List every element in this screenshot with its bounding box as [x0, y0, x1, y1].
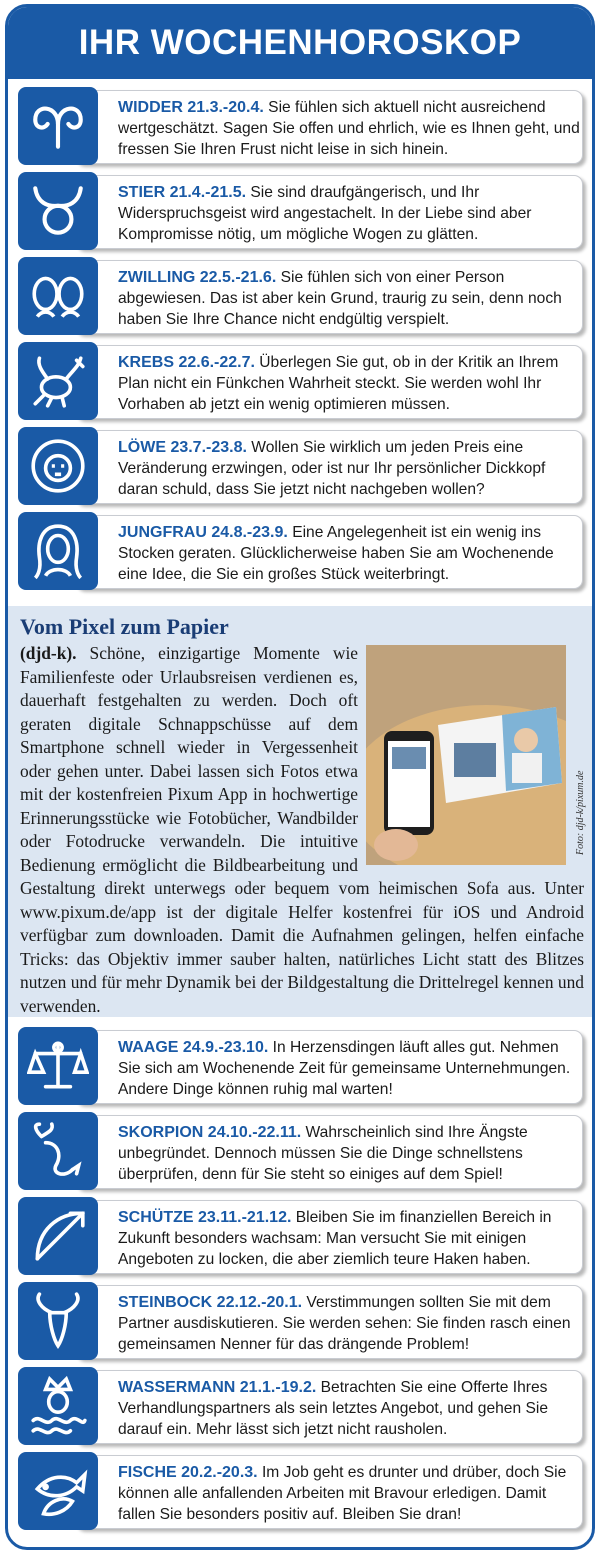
scorpio-icon [18, 1112, 98, 1190]
photobook-photo [366, 645, 566, 865]
sign-text: Im Job geht es drunter und drüber, doch Sie können alle anfallenden Arbeiten mit Bravour erledigen. Damit fallen Sie besonders positiv auf. Bleiben Sie dran! [118, 1464, 567, 1523]
sign-text: Überlegen Sie gut, ob in der Kritik an Ihrem Plan nicht ein Fünkchen Wahrheit steckt. Sie werden wohl Ihr Vorhaben ab jetzt ein wenig optimieren müssen. [118, 354, 559, 413]
sign-title: SCHÜTZE 23.11.-21.12. [118, 1209, 292, 1226]
sign-title: LÖWE 23.7.-23.8. [118, 439, 247, 456]
sign-leo [18, 427, 583, 505]
sign-text: In Herzensdingen läuft alles gut. Nehmen Sie sich am Wochenende Zeit für gemeinsame Unternehmungen. Andere Dinge können ruhig mal warten! [118, 1039, 571, 1098]
sign-text: Wahrscheinlich sind Ihre Ängste unbegründet. Dennoch müssen Sie die Dinge schnellstens überprüfen, denn für Sie steht so einiges auf dem Spiel! [118, 1124, 528, 1183]
sign-text: Bleiben Sie im finanziellen Bereich in Zukunft besonders wachsam: Man versucht Sie mit einigen Angeboten zu locken, die aber ziemlich teure Haken haben. [118, 1209, 552, 1268]
sign-text: Verstimmungen sollten Sie mit dem Partner ausdiskutieren. Sie werden sehen: Sie finden rasch einen gemeinsamen Nenner für das drängende Problem! [118, 1294, 571, 1353]
sign-title: JUNGFRAU 24.8.-23.9. [118, 524, 288, 541]
sign-title: STEINBOCK 22.12.-20.1. [118, 1294, 303, 1311]
article-text: Schöne, einzigartige Momente wie Familienfeste oder Urlaubsreisen verdienen es, dauerhaft festgehalten zu werden. Doch oft geraten digitale Schnappschüsse auf dem Smartphone schnell wieder in Vergessenheit oder gehen unter. Dabei lassen sich Fotos etwa mit der kostenfreien Pixum App in hochwertige Erinnerungsstücke wie Fotobücher, Wandbilder oder Fotodrucke verwandeln. Die intuitive Bedienung ermöglicht die Bildbearbeitung und Gestaltung direkt unterwegs oder bequem vom heimischen Sofa aus. Unter www.pixum.de/app ist der digitale Helfer kostenfrei für iOS und Android verfügbar zum downloaden. Damit die Aufnahmen gelingen, helfen einfache Tricks: das Objektiv immer sauber halten, natürliches Licht statt des Blitzes nutzen und für mehr Dynamik bei der Bildgestaltung die Drittelregel kennen und verwenden. [20, 643, 584, 1016]
sign-text: Betrachten Sie eine Offerte Ihres Verhandlungspartners als sein letztes Angebot, und gehen Sie darauf ein. Mehr lässt sich jetzt nicht rausholen. [118, 1379, 548, 1438]
sign-capricorn [18, 1282, 583, 1360]
sign-text: Sie fühlen sich von einer Person abgewiesen. Das ist aber kein Grund, traurig zu sein, denn noch haben Sie Ihre Chance nicht endgültig verspielt. [118, 269, 562, 328]
sign-sagittarius [18, 1197, 583, 1275]
sign-aries [18, 87, 583, 165]
aquarius-icon [18, 1367, 98, 1445]
libra-icon [18, 1027, 98, 1105]
sign-libra [18, 1027, 583, 1105]
virgo-icon [18, 512, 98, 590]
page-title: IHR WOCHENHOROSKOP [8, 7, 592, 79]
capricorn-icon [18, 1282, 98, 1360]
aries-icon [18, 87, 98, 165]
sign-scorpio [18, 1112, 583, 1190]
article-photo [366, 645, 584, 867]
sign-title: KREBS 22.6.-22.7. [118, 354, 255, 371]
sign-cancer [18, 342, 583, 420]
sign-pisces [18, 1452, 583, 1530]
gemini-icon [18, 257, 98, 335]
sign-text: Eine Angelegenheit ist ein wenig ins Stocken geraten. Glücklicherweise haben Sie am Wochenende eine Idee, die Sie ein großes Stück weiterbringt. [118, 524, 554, 583]
sign-title: STIER 21.4.-21.5. [118, 184, 247, 201]
sign-taurus [18, 172, 583, 250]
horoscope-panel [5, 4, 595, 1550]
advertorial-article [8, 606, 592, 1017]
sign-title: SKORPION 24.10.-22.11. [118, 1124, 302, 1141]
sign-virgo [18, 512, 583, 590]
sign-title: WAAGE 24.9.-23.10. [118, 1039, 269, 1056]
cancer-icon [18, 342, 98, 420]
leo-icon [18, 427, 98, 505]
sign-text: Sie sind draufgängerisch, und Ihr Widerspruchsgeist wird angestachelt. In der Liebe sind aber Kompromisse nötig, um mögliche Wogen zu glätten. [118, 184, 532, 243]
sign-title: FISCHE 20.2.-20.3. [118, 1464, 258, 1481]
sign-title: ZWILLING 22.5.-21.6. [118, 269, 277, 286]
article-lead: (djd-k). [20, 643, 77, 663]
taurus-icon [18, 172, 98, 250]
sign-gemini [18, 257, 583, 335]
sign-title: WASSERMANN 21.1.-19.2. [118, 1379, 317, 1396]
sign-text: Sie fühlen sich aktuell nicht ausreichend wertgeschätzt. Sagen Sie offen und ehrlich, wie es Ihnen geht, und fressen Sie Ihren Frust nicht leise in sich hinein. [118, 99, 580, 158]
sagittarius-icon [18, 1197, 98, 1275]
sign-title: WIDDER 21.3.-20.4. [118, 99, 264, 116]
sign-text: Wollen Sie wirklich um jeden Preis eine Veränderung erzwingen, oder ist nur Ihr persönlicher Dickkopf daran schuld, dass Sie jetzt nicht nachgeben wollen? [118, 439, 546, 498]
article-body [20, 642, 584, 1018]
article-headline: Vom Pixel zum Papier [20, 614, 229, 639]
pisces-icon [18, 1452, 98, 1530]
sign-aquarius [18, 1367, 583, 1445]
photo-credit: Foto: djd-k/pixum.de [575, 770, 586, 855]
